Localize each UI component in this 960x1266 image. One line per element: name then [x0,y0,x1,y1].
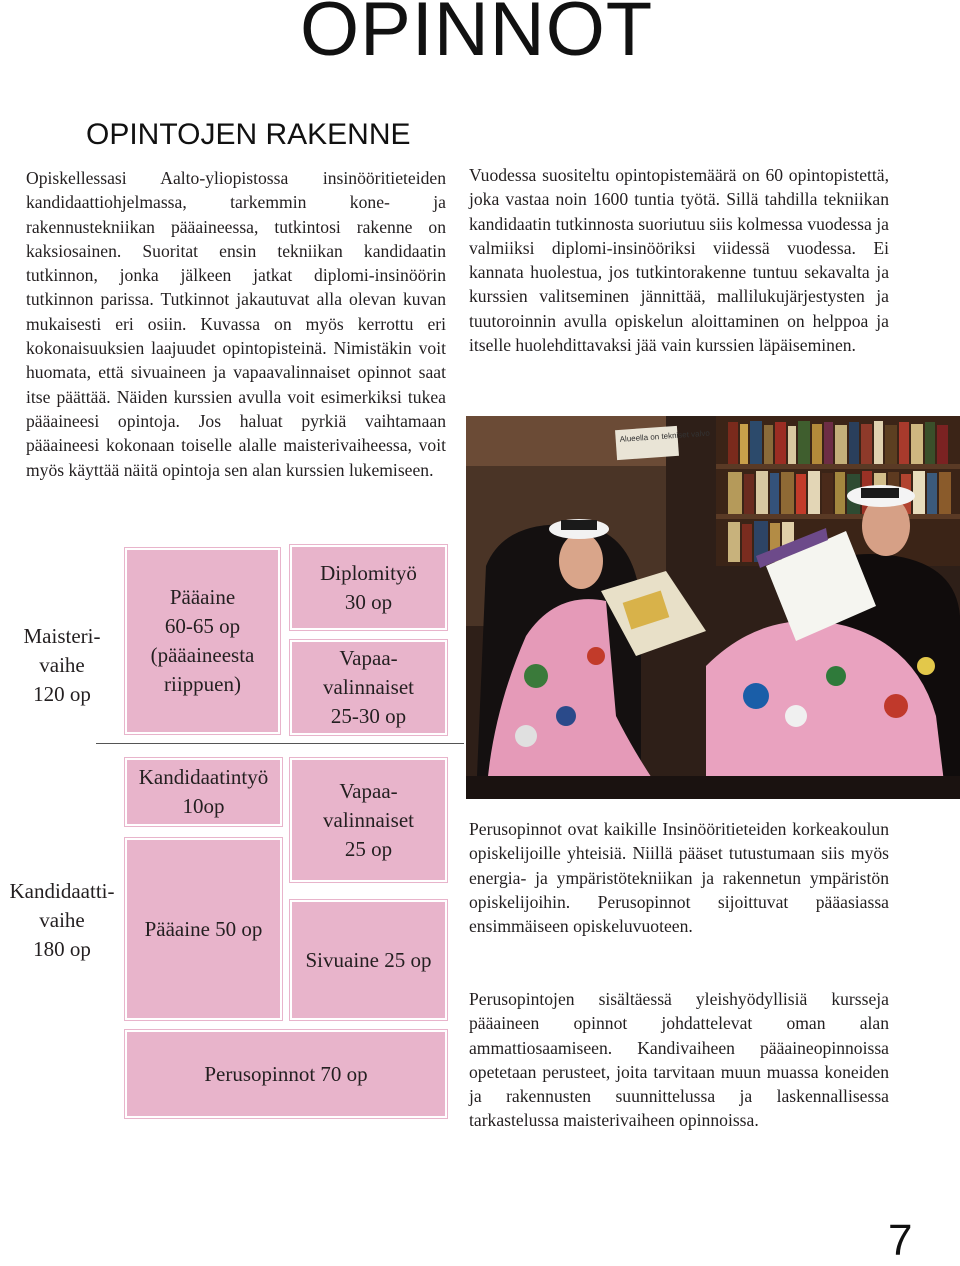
wall-sign-text: Alueella on tekniset valvo [619,428,711,444]
bachelor-major-box: Pääaine 50 op [125,838,282,1020]
section-title: OPINTOJEN RAKENNE [86,118,411,151]
master-electives-box: Vapaa- valinnaiset 25-30 op [290,640,447,735]
master-thesis-box: Diplomityö 30 op [290,545,447,630]
students-reading-photo [466,416,960,799]
basic-studies-paragraph: Perusopinnot ovat kaikille Insinööritieteiden korkeakoulun opiskelijoille yhteisiä. Niillä pääset tutustumaan siis myös energia- ja ympäristötekniikan ja rakennetun ympäristön opiskelijoihin. Perusopinnot sijoittuvat pääasiassa ensimmäiseen opiskeluvuoteen. [469,819,889,937]
page-number: 7 [888,1216,913,1265]
basic-studies-box: Perusopinnot 70 op [125,1030,447,1118]
intro-paragraph: Opiskellessasi Aalto-yliopistossa insinööritieteiden kandidaattiohjelmassa, tarkemmin kone- ja rakennustekniikan pääaineessa, tutkintosi rakenne on kaksiosainen. Suoritat ensin tekniikan kandidaatin tutkinnon, jonka jälkeen jatkat diplomi-insinöörin tutkinnon parissa. Tutkinnot jakautuvat alla olevan kuvan mukaisesti eri osiin. Kuvassa on myös kerrottu eri kokonaisuuksien laajuudet opintopisteinä. Nimistäkin voit huomata, että sivuaineen ja vapaavalinnaiset opinnot saat itse päättää. Näiden kurssien avulla voit esimerkiksi tukea pääaineesi opintoja. Jos haluat pyrkiä vaihtamaan pääaineesi kokonaan toiselle alalle maisterivaiheessa, voit myös käyttää näitä opintoja sen alan kurssien lukemiseen. [26,168,446,480]
page-title: OPINNOT [300,0,654,72]
master-phase-label: Maisteri- vaihe 120 op [23,624,101,706]
phase-divider [96,743,464,744]
minor-box: Sivuaine 25 op [290,900,447,1020]
bachelor-phase-label: Kandidaatti- vaihe 180 op [9,879,115,961]
major-studies-paragraph: Perusopintojen sisältäessä yleishyödyllisiä kursseja pääaineen opinnot johdattelevat oman alan ammattiosaamiseen. Kandivaiheen pääaineopinnoissa opetetaan perusteet, joita tarvitaan muun muassa koneiden ja rakennusten suunnittelussa ja laskennallisessa tarkastelussa maisterivaiheen opinnoissa. [469,989,889,1131]
credits-paragraph: Vuodessa suositeltu opintopistemäärä on 60 opintopistettä, joka vastaa noin 1600 tuntia työtä. Sillä tahdilla tekniikan kandidaatin tutkinnosta suoriutuu siis kolmessa vuodessa ja valmiiksi diplomi-insinööriksi viidessä vuodessa. Ei kannata huolestua, jos tutkintorakenne tuntuu sekavalta ja kurssien valitseminen jännittää, mallilukujärjestysten ja tuutoroinnin avulla opiskelun aloittaminen on helppoa ja itselle huolehdittavaksi jää vain kurssien läpäiseminen. [469,165,889,356]
bachelor-thesis-box: Kandidaatintyö 10op [125,758,282,826]
master-major-box: Pääaine 60-65 op (pääaineesta riippuen) [125,548,280,734]
bachelor-electives-box: Vapaa- valinnaiset 25 op [290,758,447,882]
